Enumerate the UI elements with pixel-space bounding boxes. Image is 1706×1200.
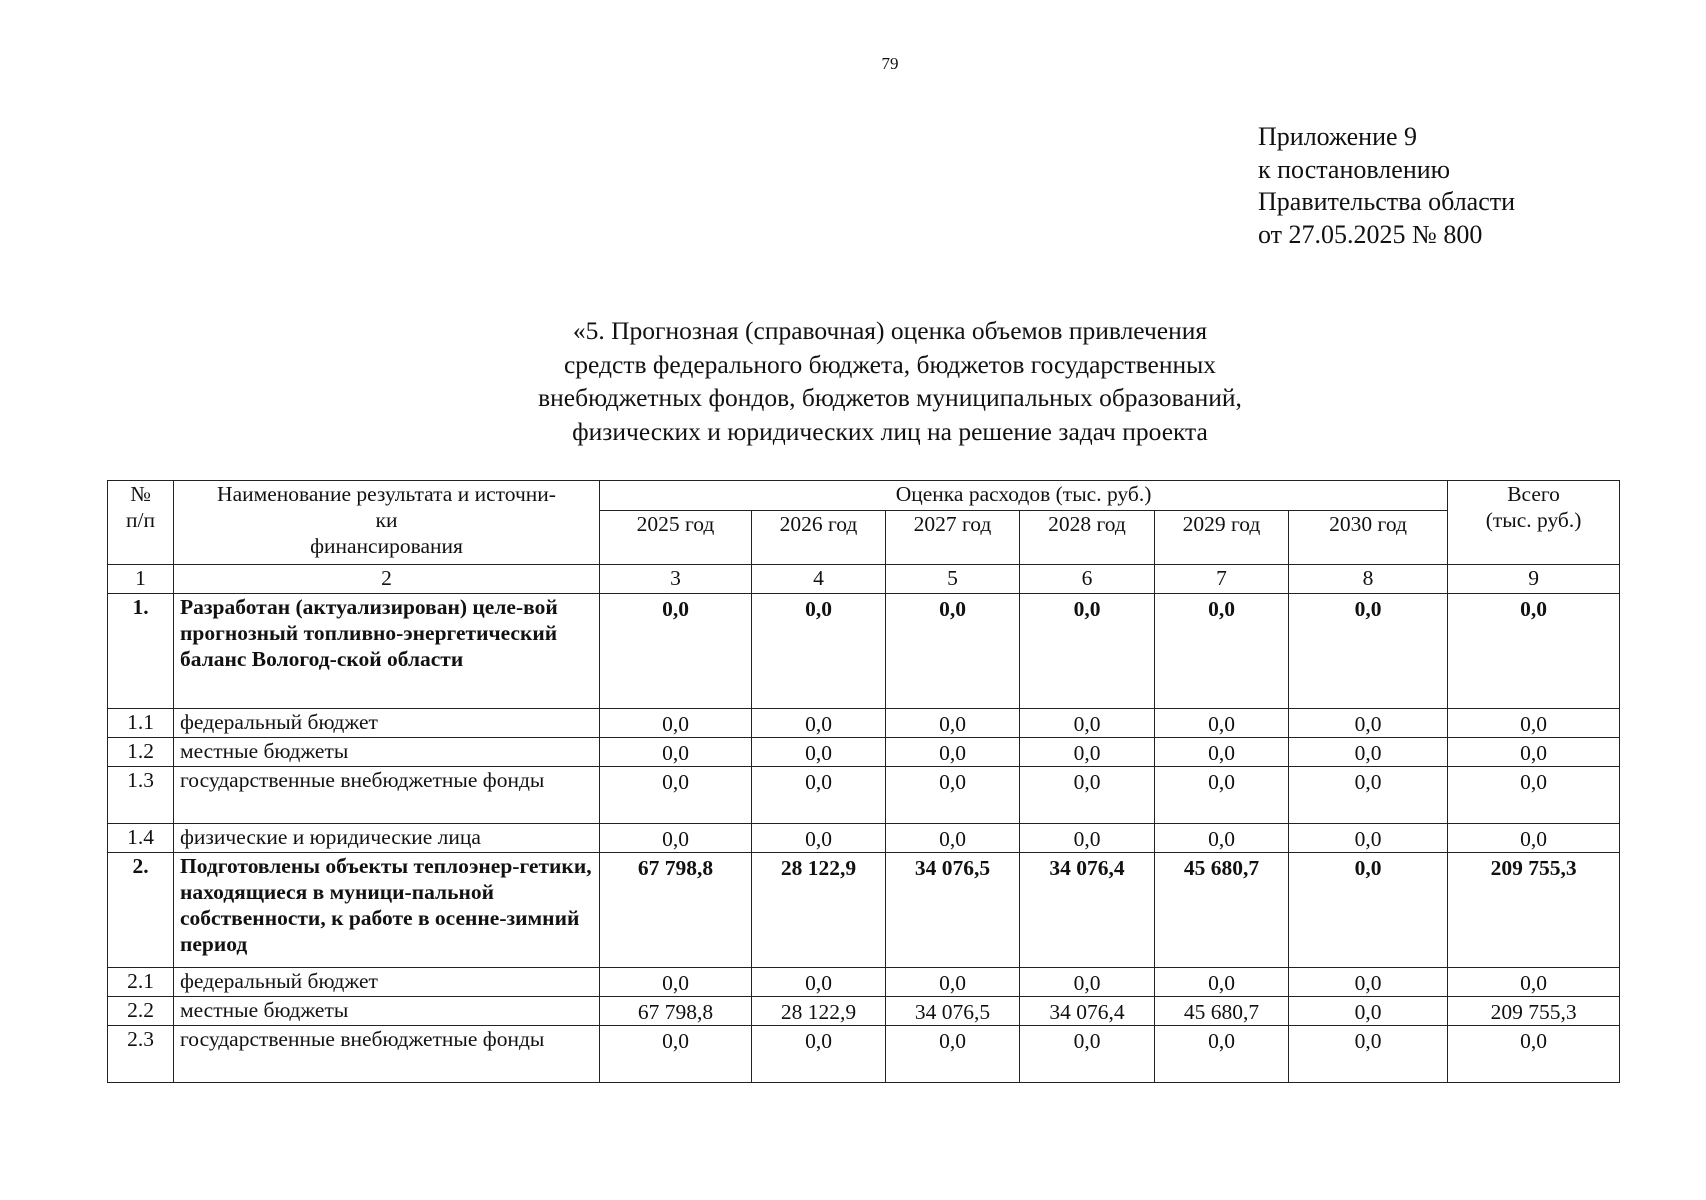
row-value-cell: 0,0 (1155, 1026, 1289, 1083)
row-value-cell: 0,0 (1155, 594, 1289, 709)
header-number-line: № (130, 482, 151, 506)
row-value-cell: 0,0 (1155, 968, 1289, 997)
row-number-cell: 1.3 (108, 767, 174, 824)
row-number-cell: 1.4 (108, 824, 174, 853)
appendix-block (1258, 121, 1515, 251)
header-year-cell: 2030 год (1289, 511, 1448, 565)
row-value-cell: 0,0 (1289, 968, 1448, 997)
row-number-cell: 2.2 (108, 997, 174, 1026)
row-total-cell: 0,0 (1448, 968, 1620, 997)
row-number-cell: 1.1 (108, 709, 174, 738)
row-total-cell: 0,0 (1448, 767, 1620, 824)
row-name-cell: федеральный бюджет (174, 968, 600, 997)
table-row (108, 997, 1620, 1026)
header-name-line: ки (375, 508, 398, 532)
row-value-cell: 67 798,8 (600, 997, 752, 1026)
row-value-cell: 34 076,4 (1020, 853, 1155, 968)
row-value-cell: 0,0 (886, 824, 1020, 853)
row-value-cell: 67 798,8 (600, 853, 752, 968)
row-value-cell: 0,0 (752, 594, 886, 709)
row-value-cell: 0,0 (1289, 824, 1448, 853)
column-number-cell: 5 (886, 565, 1020, 594)
header-name-line: финансирования (310, 534, 463, 558)
row-total-cell: 209 755,3 (1448, 853, 1620, 968)
header-year-cell: 2025 год (600, 511, 752, 565)
row-value-cell: 0,0 (1289, 853, 1448, 968)
row-value-cell: 0,0 (886, 767, 1020, 824)
row-value-cell: 34 076,4 (1020, 997, 1155, 1026)
row-value-cell: 0,0 (752, 824, 886, 853)
header-estimate-cell: Оценка расходов (тыс. руб.) (600, 481, 1448, 511)
row-value-cell: 0,0 (752, 738, 886, 767)
row-value-cell: 28 122,9 (752, 853, 886, 968)
column-number-cell: 7 (1155, 565, 1289, 594)
header-name-cell (174, 481, 600, 565)
row-value-cell: 45 680,7 (1155, 997, 1289, 1026)
row-value-cell: 0,0 (752, 968, 886, 997)
column-number-cell: 9 (1448, 565, 1620, 594)
header-name-line: Наименование результата и источни- (217, 482, 556, 506)
row-value-cell: 0,0 (1155, 767, 1289, 824)
column-number-cell: 1 (108, 565, 174, 594)
row-value-cell: 0,0 (886, 594, 1020, 709)
row-value-cell: 0,0 (1289, 1026, 1448, 1083)
row-value-cell: 0,0 (600, 594, 752, 709)
row-value-cell: 0,0 (1289, 997, 1448, 1026)
table-row (108, 594, 1620, 709)
row-value-cell: 0,0 (1155, 738, 1289, 767)
header-year-cell: 2028 год (1020, 511, 1155, 565)
row-value-cell: 0,0 (752, 767, 886, 824)
row-value-cell: 0,0 (1289, 709, 1448, 738)
row-total-cell: 0,0 (1448, 594, 1620, 709)
appendix-line: к постановлению (1258, 154, 1451, 184)
header-total-line: (тыс. руб.) (1485, 508, 1582, 532)
table-row (108, 767, 1620, 824)
row-number-cell: 2.3 (108, 1026, 174, 1083)
appendix-line: от 27.05.2025 № 800 (1258, 219, 1483, 249)
row-name-cell: местные бюджеты (174, 997, 600, 1026)
table-row (108, 1026, 1620, 1083)
row-value-cell: 0,0 (1020, 594, 1155, 709)
row-total-cell: 209 755,3 (1448, 997, 1620, 1026)
financing-table (107, 480, 1620, 1083)
title-line: физических и юридических лиц на решение задач проекта (572, 416, 1208, 446)
row-value-cell: 0,0 (600, 968, 752, 997)
column-number-cell: 8 (1289, 565, 1448, 594)
row-value-cell: 0,0 (600, 824, 752, 853)
row-name-cell: федеральный бюджет (174, 709, 600, 738)
appendix-line: Правительства области (1258, 187, 1516, 216)
row-value-cell: 0,0 (886, 1026, 1020, 1083)
appendix-line: Приложение 9 (1258, 122, 1418, 151)
row-value-cell: 0,0 (886, 738, 1020, 767)
row-value-cell: 0,0 (1020, 738, 1155, 767)
row-value-cell: 0,0 (752, 709, 886, 738)
row-value-cell: 0,0 (1289, 738, 1448, 767)
row-name-cell: Подготовлены объекты теплоэнер-гетики, находящиеся в муници-пальной собственности, к работе в осенне-зимний период (174, 853, 600, 968)
header-year-cell: 2029 год (1155, 511, 1289, 565)
column-number-cell: 4 (752, 565, 886, 594)
page-number: 79 (881, 54, 899, 73)
column-number-row (108, 565, 1620, 594)
table-row (108, 853, 1620, 968)
row-total-cell: 0,0 (1448, 709, 1620, 738)
row-value-cell: 28 122,9 (752, 997, 886, 1026)
table-row (108, 738, 1620, 767)
row-value-cell: 0,0 (886, 709, 1020, 738)
row-name-cell: физические и юридические лица (174, 824, 600, 853)
row-name-cell: государственные внебюджетные фонды (174, 767, 600, 824)
table-row (108, 709, 1620, 738)
header-year-cell: 2027 год (886, 511, 1020, 565)
table-row (108, 968, 1620, 997)
row-number-cell: 1. (108, 594, 174, 709)
header-number-line: п/п (126, 508, 155, 532)
row-value-cell: 0,0 (1155, 709, 1289, 738)
row-value-cell: 0,0 (1020, 709, 1155, 738)
row-value-cell: 0,0 (1020, 1026, 1155, 1083)
row-name-cell: государственные внебюджетные фонды (174, 1026, 600, 1083)
row-value-cell: 0,0 (1020, 968, 1155, 997)
row-total-cell: 0,0 (1448, 1026, 1620, 1083)
column-number-cell: 3 (600, 565, 752, 594)
row-number-cell: 2. (108, 853, 174, 968)
title-line: внебюджетных фондов, бюджетов муниципальных образований, (538, 383, 1242, 412)
row-value-cell: 0,0 (752, 1026, 886, 1083)
column-number-cell: 2 (174, 565, 600, 594)
header-year-cell: 2026 год (752, 511, 886, 565)
header-total-line: Всего (1507, 482, 1560, 506)
row-name-cell: местные бюджеты (174, 738, 600, 767)
row-value-cell: 0,0 (1289, 767, 1448, 824)
title-line: средств федерального бюджета, бюджетов государственных (563, 349, 1217, 379)
title-line: «5. Прогнозная (справочная) оценка объемов привлечения (572, 316, 1208, 345)
row-value-cell: 34 076,5 (886, 997, 1020, 1026)
row-number-cell: 1.2 (108, 738, 174, 767)
row-value-cell: 0,0 (600, 767, 752, 824)
row-value-cell: 0,0 (1020, 767, 1155, 824)
row-value-cell: 0,0 (1155, 824, 1289, 853)
document-title (380, 314, 1400, 448)
row-value-cell: 0,0 (600, 709, 752, 738)
table-row (108, 824, 1620, 853)
row-value-cell: 34 076,5 (886, 853, 1020, 968)
row-value-cell: 0,0 (600, 1026, 752, 1083)
column-number-cell: 6 (1020, 565, 1155, 594)
header-number-cell (108, 481, 174, 565)
header-total-cell (1448, 481, 1620, 565)
row-value-cell: 0,0 (1289, 594, 1448, 709)
row-total-cell: 0,0 (1448, 824, 1620, 853)
row-name-cell: Разработан (актуализирован) целе-вой прогнозный топливно-энергетический баланс Вологод-ской области (174, 594, 600, 709)
row-value-cell: 0,0 (600, 738, 752, 767)
row-value-cell: 0,0 (1020, 824, 1155, 853)
row-value-cell: 45 680,7 (1155, 853, 1289, 968)
row-number-cell: 2.1 (108, 968, 174, 997)
row-total-cell: 0,0 (1448, 738, 1620, 767)
row-value-cell: 0,0 (886, 968, 1020, 997)
